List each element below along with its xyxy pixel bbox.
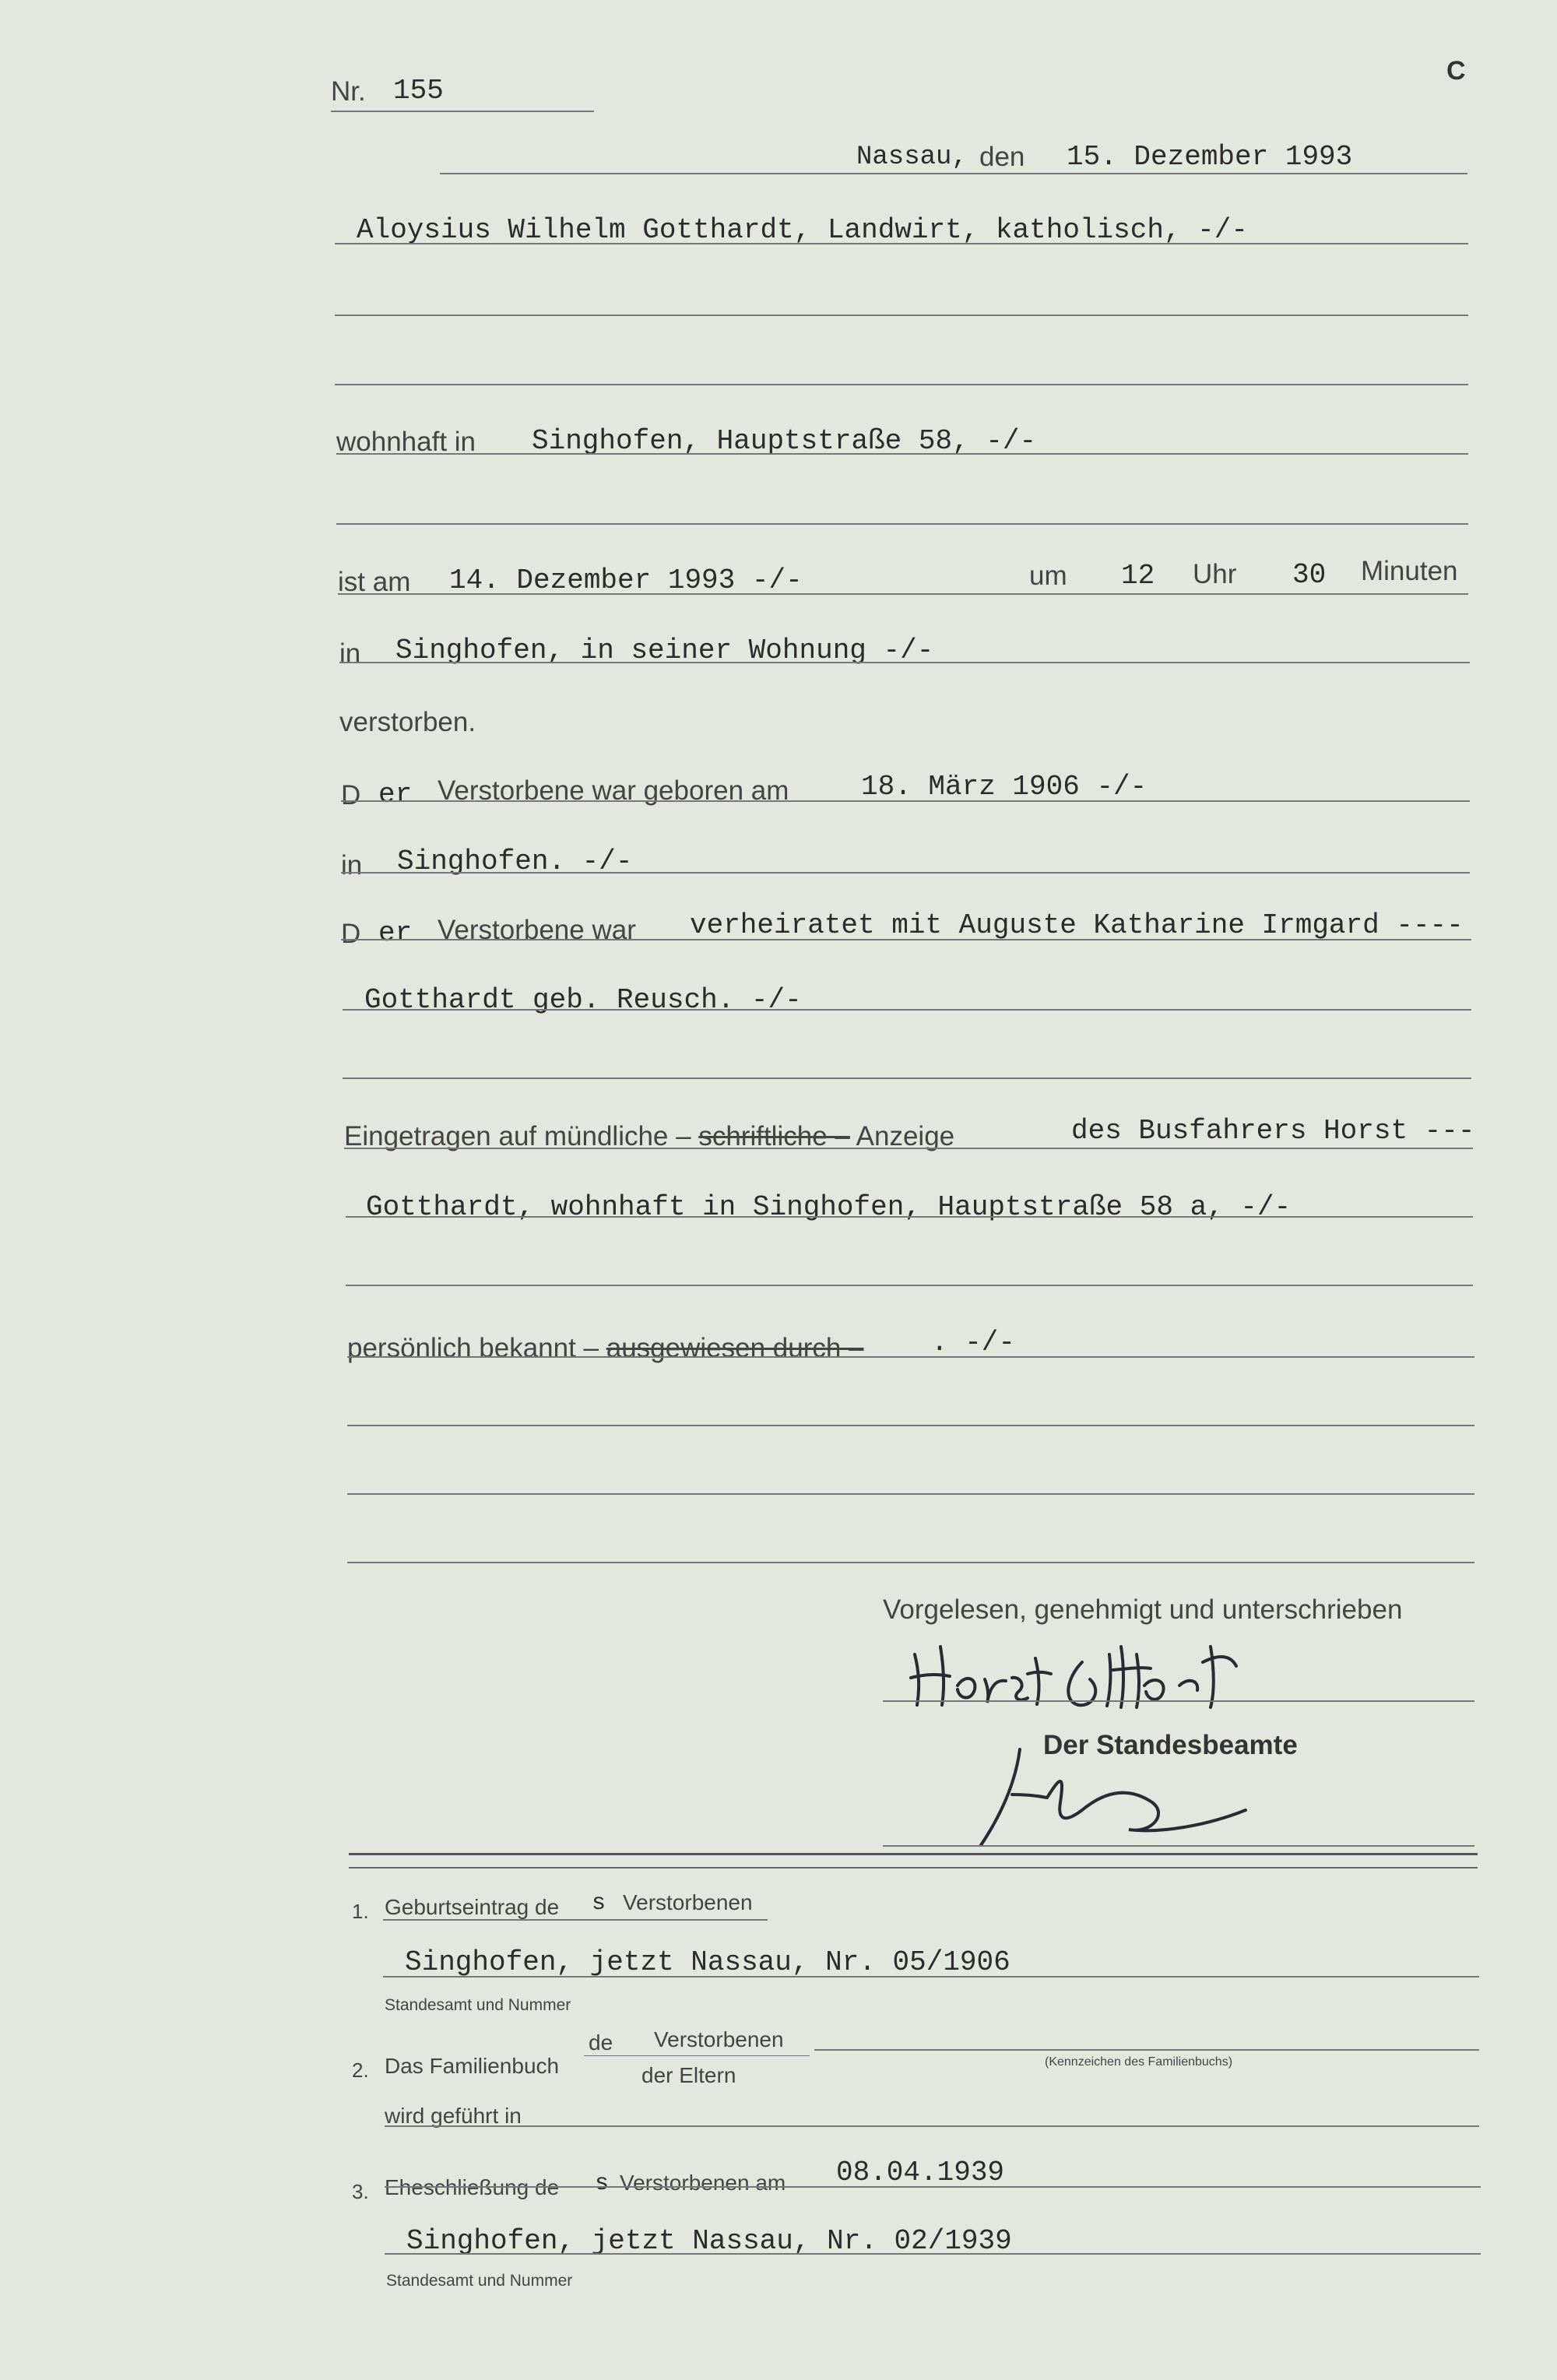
nr-label: Nr. [331, 76, 366, 107]
informant-signature [903, 1631, 1292, 1717]
item1-label-line [383, 1919, 768, 1921]
name-line-1 [335, 243, 1468, 244]
item2-verstorbenen: Verstorbenen [654, 2027, 784, 2051]
registration-rule-2 [346, 1216, 1473, 1218]
residence-value: Singhofen, Hauptstraße 58, -/- [532, 425, 1037, 457]
item1-value: Singhofen, jetzt Nassau, Nr. 05/1906 [405, 1946, 1010, 1978]
header-place: Nassau, [856, 142, 968, 172]
item2-wird: wird geführt in [385, 2104, 522, 2128]
blank-rule-1 [347, 1425, 1474, 1426]
birth-place: Singhofen. -/- [397, 845, 633, 877]
death-date: 14. Dezember 1993 -/- [449, 564, 803, 596]
residence-line [336, 453, 1468, 455]
verstorben-label: verstorben. [339, 707, 476, 737]
nr-value: 155 [393, 75, 444, 107]
birth-date: 18. März 1906 -/- [861, 771, 1148, 803]
item2-eltern: der Eltern [641, 2063, 736, 2087]
name-line-3 [335, 384, 1468, 385]
corner-letter: C [1446, 56, 1466, 86]
header-date-line [440, 173, 1467, 174]
known-struck: ausgewiesen durch – [606, 1333, 864, 1363]
death-in-label: in [339, 638, 361, 669]
registration-label-b: Anzeige [856, 1121, 955, 1151]
item3-date-line [385, 2186, 1481, 2188]
marriage-rule-3 [343, 1078, 1471, 1079]
item3-date: 08.04.1939 [836, 2157, 1005, 2188]
birth-label: Verstorbene war geboren am [438, 775, 789, 806]
item2-num: 2. [352, 2058, 369, 2082]
item2-de: de [589, 2030, 613, 2055]
item2-kennzeichen: (Kennzeichen des Familienbuchs) [1045, 2055, 1233, 2069]
name-line-2 [335, 315, 1468, 316]
marriage-er: er [378, 917, 413, 949]
registrar-label: Der Standesbeamte [1043, 1730, 1298, 1760]
item1-value-line [383, 1976, 1479, 1977]
item3-standesamt-label: Standesamt und Nummer [386, 2272, 573, 2290]
death-place: Singhofen, in seiner Wohnung -/- [395, 635, 934, 666]
blank-rule-3 [347, 1562, 1474, 1563]
known-label-text: persönlich bekannt – [347, 1333, 599, 1363]
known-rule [347, 1356, 1474, 1358]
item1-label-b: Verstorbenen [623, 1890, 753, 1914]
nr-line [331, 111, 594, 112]
registration-label-a: Eingetragen auf mündliche – [344, 1121, 691, 1151]
minuten-label: Minuten [1361, 556, 1458, 586]
read-approved-label: Vorgelesen, genehmigt und unterschrieben [883, 1594, 1403, 1625]
death-date-line [338, 593, 1468, 595]
item2-value-line [814, 2049, 1479, 2051]
birth-er: er [378, 779, 413, 810]
registration-struck: schriftliche – [698, 1121, 850, 1151]
header-den-label: den [979, 142, 1025, 172]
uhr-label: Uhr [1193, 559, 1237, 589]
ist-am-label: ist am [338, 567, 411, 597]
birth-d-label: D [341, 780, 361, 810]
death-minutes: 30 [1292, 559, 1327, 591]
wohnhaft-label: wohnhaft in [336, 427, 476, 457]
marriage-rule-2 [343, 1009, 1471, 1011]
registration-line-1: des Busfahrers Horst --- [1071, 1115, 1475, 1147]
registrar-signature-line [883, 1845, 1474, 1847]
item2-fraction-line [584, 2055, 810, 2056]
item1-num: 1. [352, 1900, 369, 1923]
footer-separator-1 [349, 1853, 1478, 1855]
marriage-d-label: D [341, 919, 361, 949]
birth-in-label: in [341, 850, 363, 881]
header-date: 15. Dezember 1993 [1067, 141, 1353, 173]
footer-separator-2 [349, 1867, 1478, 1868]
item3-value: Singhofen, jetzt Nassau, Nr. 02/1939 [406, 2225, 1012, 2257]
death-hour: 12 [1121, 560, 1155, 592]
item1-label-a: Geburtseintrag de [385, 1895, 560, 1919]
birth-date-line [341, 800, 1470, 802]
birth-place-line [341, 872, 1470, 874]
marriage-line-1: verheiratet mit Auguste Katharine Irmgard ---- [690, 909, 1464, 941]
known-value: . -/- [931, 1327, 1016, 1359]
marriage-label: Verstorbene war [438, 915, 636, 945]
item3-typed: s [595, 2171, 610, 2197]
marriage-line-2: Gotthardt geb. Reusch. -/- [364, 984, 802, 1016]
deceased-name: Aloysius Wilhelm Gotthardt, Landwirt, katholisch, -/- [357, 214, 1248, 246]
informant-signature-line [883, 1700, 1474, 1702]
item3-label-a: Eheschließung de [385, 2175, 560, 2199]
death-place-line [339, 662, 1470, 663]
um-label: um [1029, 561, 1067, 591]
item1-typed: s [592, 1890, 606, 1917]
registration-line-2: Gotthardt, wohnhaft in Singhofen, Hauptstraße 58 a, -/- [366, 1191, 1292, 1223]
item2-label: Das Familienbuch [385, 2054, 560, 2078]
registrar-signature [973, 1748, 1253, 1849]
item3-num: 3. [352, 2180, 369, 2203]
item2-wird-line [385, 2125, 1479, 2127]
item3-label-b: Verstorbenen am [620, 2171, 786, 2195]
item1-standesamt-label: Standesamt und Nummer [385, 1996, 571, 2014]
marriage-rule-1 [341, 939, 1471, 940]
registration-rule-3 [346, 1285, 1473, 1286]
residence-line-2 [336, 523, 1468, 525]
registration-rule-1 [344, 1148, 1473, 1149]
item3-value-line [385, 2253, 1481, 2255]
blank-rule-2 [347, 1493, 1474, 1495]
known-label [347, 1333, 864, 1364]
